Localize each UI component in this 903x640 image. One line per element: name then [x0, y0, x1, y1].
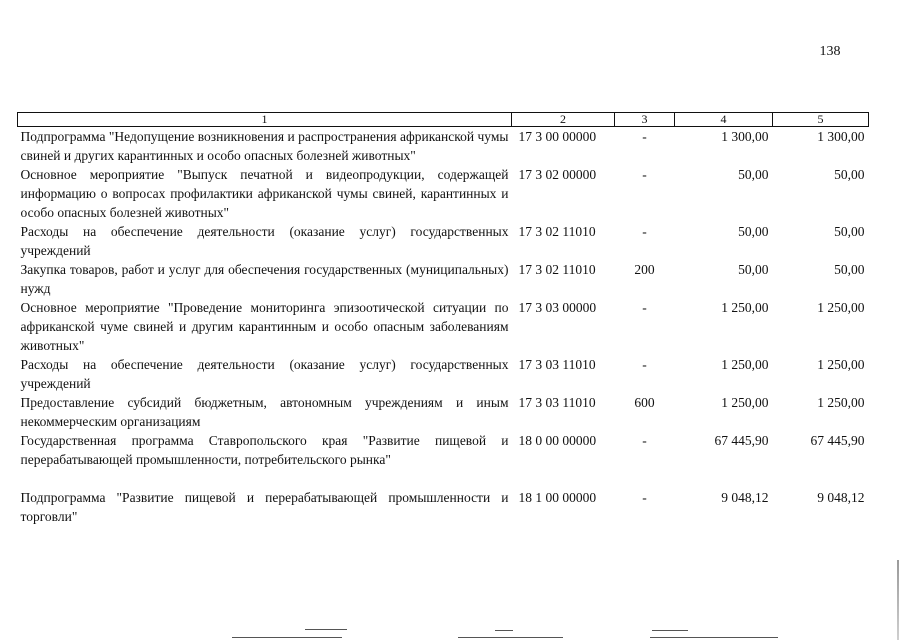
row-vr: 200	[634, 262, 655, 277]
row-name: Предоставление субсидий бюджетным, автономным учреждениям и иным некоммерческим организациям	[20, 395, 509, 429]
row-sum2: 50,00	[834, 262, 865, 277]
row-name: Расходы на обеспечение деятельности (оказание услуг) государственных учреждений	[20, 224, 509, 258]
row-code: 17 3 03 11010	[518, 357, 596, 372]
table-row	[18, 393, 869, 431]
table-row	[18, 127, 869, 166]
scan-edge-mark	[897, 560, 899, 640]
page-number: 138	[819, 44, 841, 59]
table-row	[18, 488, 869, 526]
scan-artifact-line	[650, 637, 778, 638]
row-name: Основное мероприятие "Выпуск печатной и видеопродукции, содержащей информацию о вопросах профилактики африканской чумы свиней, карантинных и особо опасных болезней животных"	[20, 167, 509, 220]
row-vr: -	[642, 300, 647, 315]
scan-artifact-line	[232, 637, 342, 638]
table-row	[18, 355, 869, 393]
row-sum2: 50,00	[834, 167, 865, 182]
row-vr: -	[642, 129, 647, 144]
table-header-row	[18, 113, 869, 127]
row-sum2: 1 250,00	[817, 300, 865, 315]
table-row	[18, 431, 869, 469]
row-sum1: 1 300,00	[721, 129, 769, 144]
row-sum2: 9 048,12	[817, 490, 865, 505]
scan-artifact-line	[652, 630, 688, 631]
row-code: 17 3 03 00000	[518, 300, 597, 315]
row-sum2: 1 250,00	[817, 357, 865, 372]
column-header-sum1: 4	[675, 113, 773, 127]
row-code: 18 1 00 00000	[518, 490, 597, 505]
table-spacer-row	[18, 469, 869, 488]
row-name: Подпрограмма "Недопущение возникновения и распространения африканской чумы свиней и других карантинных и особо опасных болезней животных"	[20, 129, 509, 163]
row-sum1: 1 250,00	[721, 395, 769, 410]
row-name: Государственная программа Ставропольского края "Развитие пищевой и перерабатывающей промышленности, потребительского рынка"	[20, 433, 509, 467]
row-code: 17 3 02 11010	[518, 262, 596, 277]
row-vr: 600	[634, 395, 655, 410]
row-sum2: 1 250,00	[817, 395, 865, 410]
row-code: 17 3 03 11010	[518, 395, 596, 410]
row-sum2: 67 445,90	[810, 433, 865, 448]
scan-artifact-line	[495, 630, 513, 631]
row-code: 17 3 00 00000	[518, 129, 597, 144]
table-row	[18, 298, 869, 355]
row-sum1: 9 048,12	[721, 490, 769, 505]
row-vr: -	[642, 357, 647, 372]
table-row	[18, 260, 869, 298]
row-name: Расходы на обеспечение деятельности (оказание услуг) государственных учреждений	[20, 357, 509, 391]
row-sum2: 50,00	[834, 224, 865, 239]
row-sum1: 50,00	[738, 224, 769, 239]
row-code: 17 3 02 00000	[518, 167, 597, 182]
table-row	[18, 222, 869, 260]
row-sum1: 50,00	[738, 167, 769, 182]
row-code: 18 0 00 00000	[518, 433, 597, 448]
scan-artifact-line	[305, 629, 347, 630]
budget-table	[17, 112, 869, 526]
row-name: Подпрограмма "Развитие пищевой и перерабатывающей промышленности и торговли"	[20, 490, 509, 524]
row-vr: -	[642, 490, 647, 505]
row-code: 17 3 02 11010	[518, 224, 596, 239]
row-sum1: 1 250,00	[721, 357, 769, 372]
row-name: Основное мероприятие "Проведение мониторинга эпизоотической ситуации по африканской чуме свиней и другим карантинным и особо опасным заболеваниям животных"	[20, 300, 509, 353]
column-header-vr: 3	[615, 113, 675, 127]
row-sum1: 50,00	[738, 262, 769, 277]
row-vr: -	[642, 167, 647, 182]
column-header-code: 2	[512, 113, 615, 127]
scan-artifact-line	[458, 637, 563, 638]
row-sum1: 67 445,90	[714, 433, 769, 448]
row-vr: -	[642, 433, 647, 448]
row-name: Закупка товаров, работ и услуг для обеспечения государственных (муниципальных) нужд	[20, 262, 509, 296]
row-sum1: 1 250,00	[721, 300, 769, 315]
row-vr: -	[642, 224, 647, 239]
row-sum2: 1 300,00	[817, 129, 865, 144]
column-header-name: 1	[18, 113, 512, 127]
table-row	[18, 165, 869, 222]
column-header-sum2: 5	[773, 113, 869, 127]
